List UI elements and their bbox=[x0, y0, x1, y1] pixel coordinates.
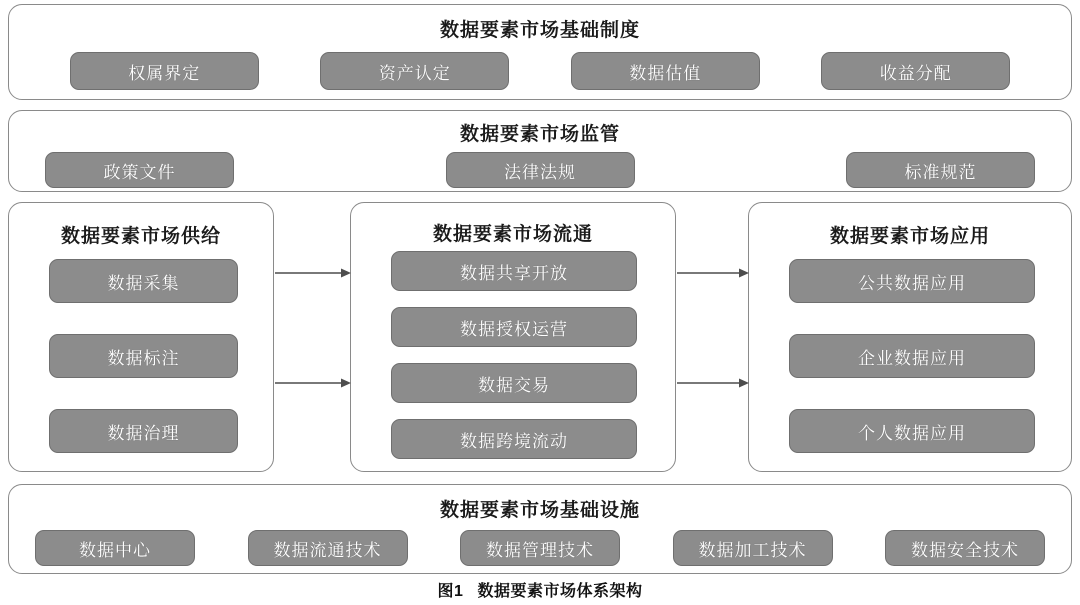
layer-infrastructure bbox=[8, 484, 1072, 574]
chip-data-circulation-technology[interactable]: 数据流通技术 bbox=[248, 530, 408, 566]
chip-row-basic-institutions bbox=[9, 51, 1071, 91]
chip-data-processing-technology[interactable]: 数据加工技术 bbox=[673, 530, 833, 566]
chip-row-infrastructure bbox=[9, 529, 1071, 567]
figure-caption-number: 图1 bbox=[437, 583, 464, 600]
chip-personal-data-application[interactable]: 个人数据应用 bbox=[789, 409, 1035, 453]
chip-data-security-technology[interactable]: 数据安全技术 bbox=[885, 530, 1045, 566]
layer-basic-institutions bbox=[8, 4, 1072, 100]
layer-market-supervision bbox=[8, 110, 1072, 192]
layer-title-market-application: 数据要素市场应用 bbox=[829, 226, 990, 247]
chip-data-annotation[interactable]: 数据标注 bbox=[49, 334, 238, 378]
arrow-supply-to-circulation-top bbox=[275, 268, 351, 278]
chip-public-data-application[interactable]: 公共数据应用 bbox=[789, 259, 1035, 303]
chip-data-valuation[interactable]: 数据估值 bbox=[571, 52, 760, 90]
layer-title-market-circulation: 数据要素市场流通 bbox=[432, 224, 593, 245]
arrow-supply-to-circulation-bottom bbox=[275, 378, 351, 388]
layer-title-infrastructure: 数据要素市场基础设施 bbox=[439, 500, 640, 521]
chip-row-market-supervision bbox=[9, 151, 1071, 189]
figure-caption bbox=[0, 578, 1080, 601]
chip-revenue-distribution[interactable]: 收益分配 bbox=[821, 52, 1010, 90]
arrow-circulation-to-application-top bbox=[677, 268, 749, 278]
chip-data-authorized-operation[interactable]: 数据授权运营 bbox=[391, 307, 637, 347]
figure-caption-text: 数据要素市场体系架构 bbox=[477, 583, 643, 600]
chip-policy-documents[interactable]: 政策文件 bbox=[45, 152, 234, 188]
chip-ownership-definition[interactable]: 权属界定 bbox=[70, 52, 259, 90]
chip-data-collection[interactable]: 数据采集 bbox=[49, 259, 238, 303]
chip-data-governance[interactable]: 数据治理 bbox=[49, 409, 238, 453]
layer-title-market-supply: 数据要素市场供给 bbox=[60, 226, 221, 247]
chip-data-management-technology[interactable]: 数据管理技术 bbox=[460, 530, 620, 566]
chip-data-trading[interactable]: 数据交易 bbox=[391, 363, 637, 403]
arrow-circulation-to-application-bottom bbox=[677, 378, 749, 388]
layer-title-market-supervision: 数据要素市场监管 bbox=[459, 124, 620, 145]
chip-standards-norms[interactable]: 标准规范 bbox=[846, 152, 1035, 188]
layer-market-application bbox=[748, 202, 1072, 472]
chip-data-center[interactable]: 数据中心 bbox=[35, 530, 195, 566]
chip-asset-recognition[interactable]: 资产认定 bbox=[320, 52, 509, 90]
chip-enterprise-data-application[interactable]: 企业数据应用 bbox=[789, 334, 1035, 378]
chip-laws-regulations[interactable]: 法律法规 bbox=[446, 152, 635, 188]
layer-market-circulation bbox=[350, 202, 676, 472]
layer-title-basic-institutions: 数据要素市场基础制度 bbox=[439, 20, 640, 41]
layer-market-supply bbox=[8, 202, 274, 472]
chip-data-sharing-opening[interactable]: 数据共享开放 bbox=[391, 251, 637, 291]
chip-cross-border-data-flow[interactable]: 数据跨境流动 bbox=[391, 419, 637, 459]
